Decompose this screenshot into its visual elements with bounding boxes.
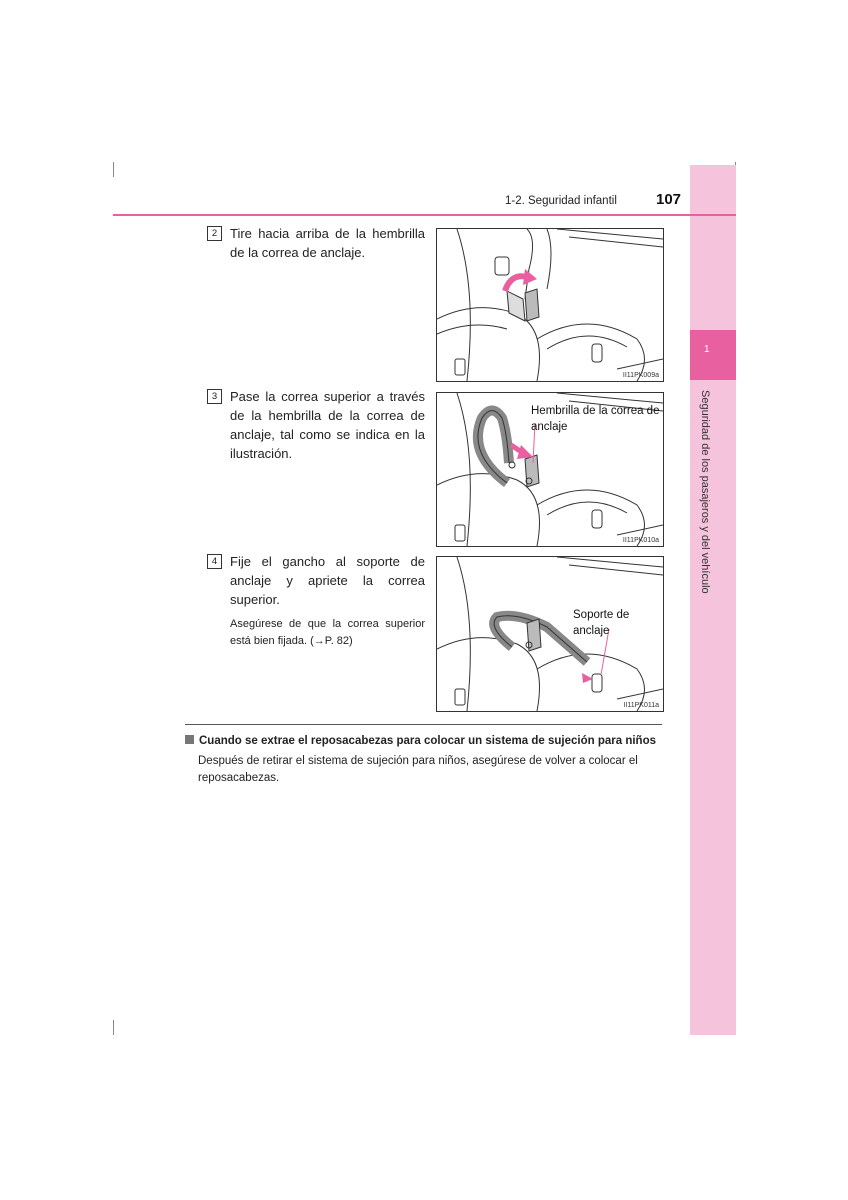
step-2 bbox=[207, 224, 425, 262]
callout-hembrilla: Hembrilla de la correa de anclaje bbox=[531, 405, 660, 433]
page-number: 107 bbox=[656, 191, 682, 208]
figure-code: II11PK011a bbox=[623, 702, 659, 709]
square-bullet-icon bbox=[185, 735, 194, 744]
chapter-number: 1 bbox=[704, 344, 710, 355]
step-note: Asegúrese de que la correa superior está bien fijada. (→P. 82) bbox=[230, 618, 425, 647]
chapter-title: Seguridad de los pasajeros y del vehículo bbox=[699, 390, 711, 594]
step-text: Tire hacia arriba de la hembrilla de la correa de anclaje. bbox=[230, 226, 425, 260]
step-3 bbox=[207, 387, 425, 463]
seat-anchor-illustration bbox=[437, 229, 663, 381]
note-title-text: Cuando se extrae el reposacabezas para colocar un sistema de sujeción para niños bbox=[199, 735, 656, 747]
step-number: 2 bbox=[207, 226, 222, 241]
step-text: Pase la correa superior a través de la hembrilla de la correa de anclaje, tal como se indica en la ilustración. bbox=[230, 389, 425, 461]
step-4 bbox=[207, 552, 425, 650]
info-note bbox=[185, 733, 662, 787]
step-text: Fije el gancho al soporte de anclaje y apriete la correa superior. bbox=[230, 554, 425, 607]
illustration-step-3 bbox=[436, 392, 664, 547]
illustration-step-2 bbox=[436, 228, 664, 382]
figure-code: II11PK010a bbox=[622, 537, 659, 544]
section-title: 1-2. Seguridad infantil bbox=[505, 195, 617, 207]
step-number: 4 bbox=[207, 554, 222, 569]
illustration-step-4 bbox=[436, 556, 664, 712]
crop-mark-top-left-v bbox=[113, 162, 114, 177]
crop-mark-bottom-left-v bbox=[113, 1020, 114, 1035]
step-number: 3 bbox=[207, 389, 222, 404]
chapter-tab bbox=[690, 330, 736, 380]
chapter-title-vertical bbox=[690, 390, 736, 620]
header-rule bbox=[113, 214, 736, 216]
note-separator bbox=[185, 724, 662, 725]
note-title bbox=[185, 733, 662, 749]
callout-soporte: Soporte de anclaje bbox=[573, 609, 630, 637]
note-body: Después de retirar el sistema de sujeción para niños, asegúrese de volver a colocar el reposacabezas. bbox=[198, 755, 638, 784]
figure-code: II11PK009a bbox=[622, 372, 659, 379]
